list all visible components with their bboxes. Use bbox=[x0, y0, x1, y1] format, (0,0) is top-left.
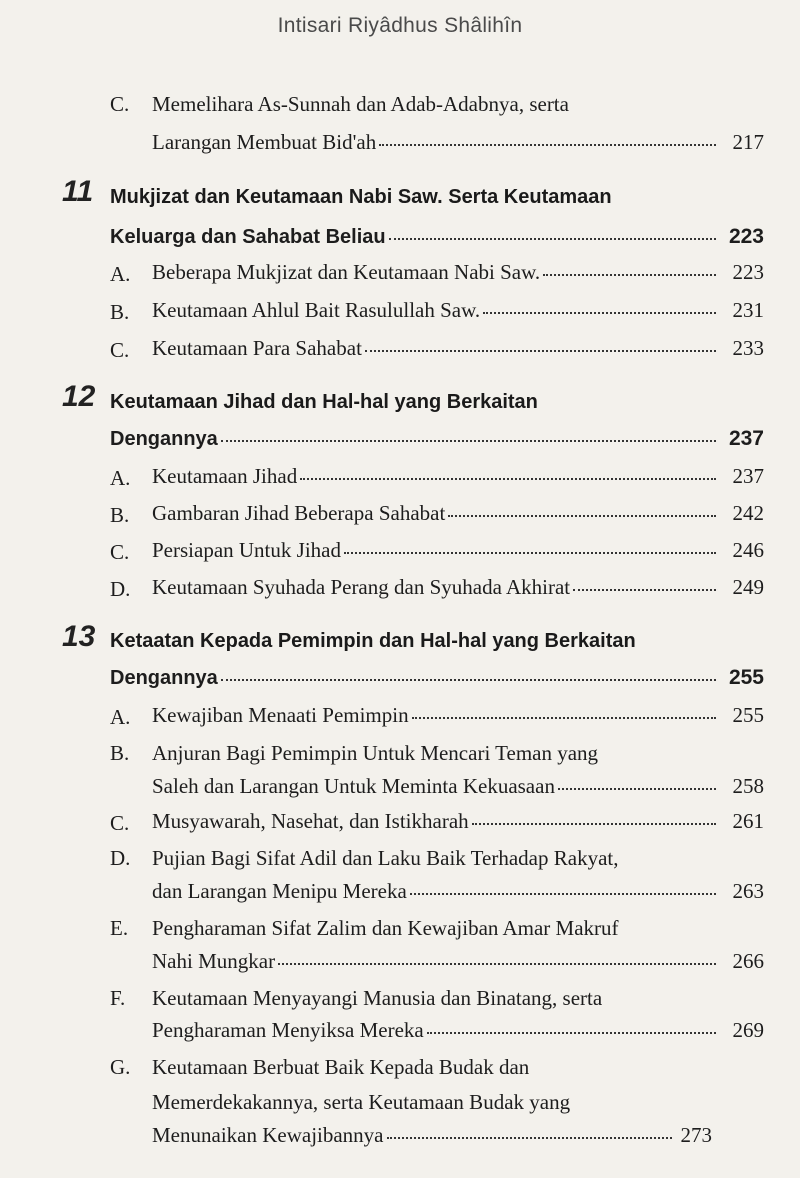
chapter-title-line1: Keutamaan Jihad dan Hal-hal yang Berkaitan bbox=[110, 391, 538, 413]
dot-leader bbox=[558, 788, 716, 790]
chapter-title-line1: Ketaatan Kepada Pemimpin dan Hal-hal yang Berkaitan bbox=[110, 630, 636, 652]
item-text-line2: Larangan Membuat Bid'ah bbox=[152, 130, 377, 154]
page-number: 246 bbox=[732, 538, 764, 562]
item-text-line1: Keutamaan Berbuat Baik Kepada Budak dan bbox=[152, 1055, 530, 1079]
toc-entry[interactable] bbox=[152, 705, 764, 726]
item-text-line2: Memerdekakannya, serta Keutamaan Budak yang bbox=[152, 1090, 571, 1114]
dot-leader bbox=[483, 312, 716, 314]
item-text-line2: Nahi Mungkar bbox=[152, 949, 276, 973]
page-number: 223 bbox=[732, 260, 764, 284]
page-number: 255 bbox=[732, 703, 764, 727]
item-letter: C. bbox=[110, 92, 130, 116]
dot-leader bbox=[300, 478, 716, 480]
chapter-entry[interactable] bbox=[110, 428, 764, 449]
page-number: 261 bbox=[732, 809, 764, 833]
dot-leader bbox=[344, 552, 716, 554]
dot-leader bbox=[427, 1032, 716, 1034]
page-number: 273 bbox=[680, 1123, 712, 1147]
page-number: 258 bbox=[732, 774, 764, 798]
page-number: 269 bbox=[732, 1018, 764, 1042]
item-letter: C. bbox=[110, 338, 130, 362]
dot-leader bbox=[379, 144, 716, 146]
page-number: 217 bbox=[732, 130, 764, 154]
page-number: 223 bbox=[728, 225, 764, 248]
item-text: Gambaran Jihad Beberapa Sahabat bbox=[152, 501, 446, 525]
item-letter: F. bbox=[110, 986, 126, 1010]
chapter-entry[interactable] bbox=[110, 226, 764, 247]
chapter-number: 11 bbox=[62, 175, 94, 208]
toc-entry[interactable] bbox=[152, 132, 764, 153]
chapter-number: 13 bbox=[62, 620, 96, 653]
page-number: 233 bbox=[732, 336, 764, 360]
toc-entry[interactable] bbox=[152, 776, 764, 797]
dot-leader bbox=[387, 1137, 672, 1139]
item-letter: B. bbox=[110, 741, 130, 765]
chapter-title-line2: Dengannya bbox=[110, 428, 218, 450]
dot-leader bbox=[412, 717, 716, 719]
toc-entry[interactable] bbox=[152, 503, 764, 524]
item-letter: B. bbox=[110, 300, 130, 324]
item-text-line1: Pujian Bagi Sifat Adil dan Laku Baik Terhadap Rakyat, bbox=[152, 846, 619, 870]
dot-leader bbox=[472, 823, 716, 825]
toc-entry[interactable] bbox=[152, 577, 764, 598]
dot-leader bbox=[221, 440, 716, 442]
item-text-line2: Saleh dan Larangan Untuk Meminta Kekuasaan bbox=[152, 774, 555, 798]
dot-leader bbox=[221, 679, 716, 681]
page-number: 263 bbox=[732, 879, 764, 903]
dot-leader bbox=[389, 238, 716, 240]
item-text-line1: Keutamaan Menyayangi Manusia dan Binatang, serta bbox=[152, 986, 603, 1010]
toc-entry[interactable] bbox=[152, 881, 764, 902]
item-text-line1: Anjuran Bagi Pemimpin Untuk Mencari Teman yang bbox=[152, 741, 599, 765]
page-number: 255 bbox=[728, 666, 764, 689]
item-letter: A. bbox=[110, 262, 131, 286]
item-letter: A. bbox=[110, 466, 131, 490]
item-letter: C. bbox=[110, 540, 130, 564]
item-text: Keutamaan Syuhada Perang dan Syuhada Akhirat bbox=[152, 575, 571, 599]
toc-entry[interactable] bbox=[152, 1125, 712, 1146]
toc-entry[interactable] bbox=[152, 811, 764, 832]
dot-leader bbox=[448, 515, 716, 517]
item-text: Keutamaan Ahlul Bait Rasulullah Saw. bbox=[152, 298, 481, 322]
chapter-title-line2: Dengannya bbox=[110, 667, 218, 689]
dot-leader bbox=[278, 963, 716, 965]
item-letter: A. bbox=[110, 705, 131, 729]
toc-entry[interactable] bbox=[152, 262, 764, 283]
dot-leader bbox=[365, 350, 716, 352]
item-text: Musyawarah, Nasehat, dan Istikharah bbox=[152, 809, 469, 833]
dot-leader bbox=[543, 274, 716, 276]
item-letter: C. bbox=[110, 811, 130, 835]
item-text: Keutamaan Para Sahabat bbox=[152, 336, 362, 360]
page-number: 242 bbox=[732, 501, 764, 525]
toc-entry[interactable] bbox=[152, 338, 764, 359]
item-text: Beberapa Mukjizat dan Keutamaan Nabi Saw. bbox=[152, 260, 541, 284]
chapter-entry[interactable] bbox=[110, 667, 764, 688]
item-text: Persiapan Untuk Jihad bbox=[152, 538, 341, 562]
item-text-line1: Pengharaman Sifat Zalim dan Kewajiban Amar Makruf bbox=[152, 916, 619, 940]
page-number: 237 bbox=[732, 464, 764, 488]
item-letter: G. bbox=[110, 1055, 131, 1079]
running-header: Intisari Riyâdhus Shâlihîn bbox=[277, 14, 523, 37]
item-text-line2: dan Larangan Menipu Mereka bbox=[152, 879, 407, 903]
page-number: 249 bbox=[732, 575, 764, 599]
dot-leader bbox=[410, 893, 716, 895]
item-text: Kewajiban Menaati Pemimpin bbox=[152, 703, 409, 727]
dot-leader bbox=[573, 589, 716, 591]
page-number: 231 bbox=[732, 298, 764, 322]
chapter-title-line2: Keluarga dan Sahabat Beliau bbox=[110, 226, 386, 248]
page-number: 266 bbox=[732, 949, 764, 973]
item-letter: D. bbox=[110, 577, 131, 601]
item-text-line3: Menunaikan Kewajibannya bbox=[152, 1123, 384, 1147]
chapter-title-line1: Mukjizat dan Keutamaan Nabi Saw. Serta Keutamaan bbox=[110, 186, 612, 208]
item-letter: E. bbox=[110, 916, 129, 940]
item-text: Keutamaan Jihad bbox=[152, 464, 298, 488]
toc-entry[interactable] bbox=[152, 466, 764, 487]
page-number: 237 bbox=[728, 427, 764, 450]
toc-entry[interactable] bbox=[152, 1020, 764, 1041]
toc-entry[interactable] bbox=[152, 951, 764, 972]
item-text-line1: Memelihara As-Sunnah dan Adab-Adabnya, serta bbox=[152, 92, 569, 116]
toc-entry[interactable] bbox=[152, 540, 764, 561]
item-letter: B. bbox=[110, 503, 130, 527]
toc-entry[interactable] bbox=[152, 300, 764, 321]
item-letter: D. bbox=[110, 846, 131, 870]
item-text-line2: Pengharaman Menyiksa Mereka bbox=[152, 1018, 424, 1042]
chapter-number: 12 bbox=[62, 380, 96, 413]
